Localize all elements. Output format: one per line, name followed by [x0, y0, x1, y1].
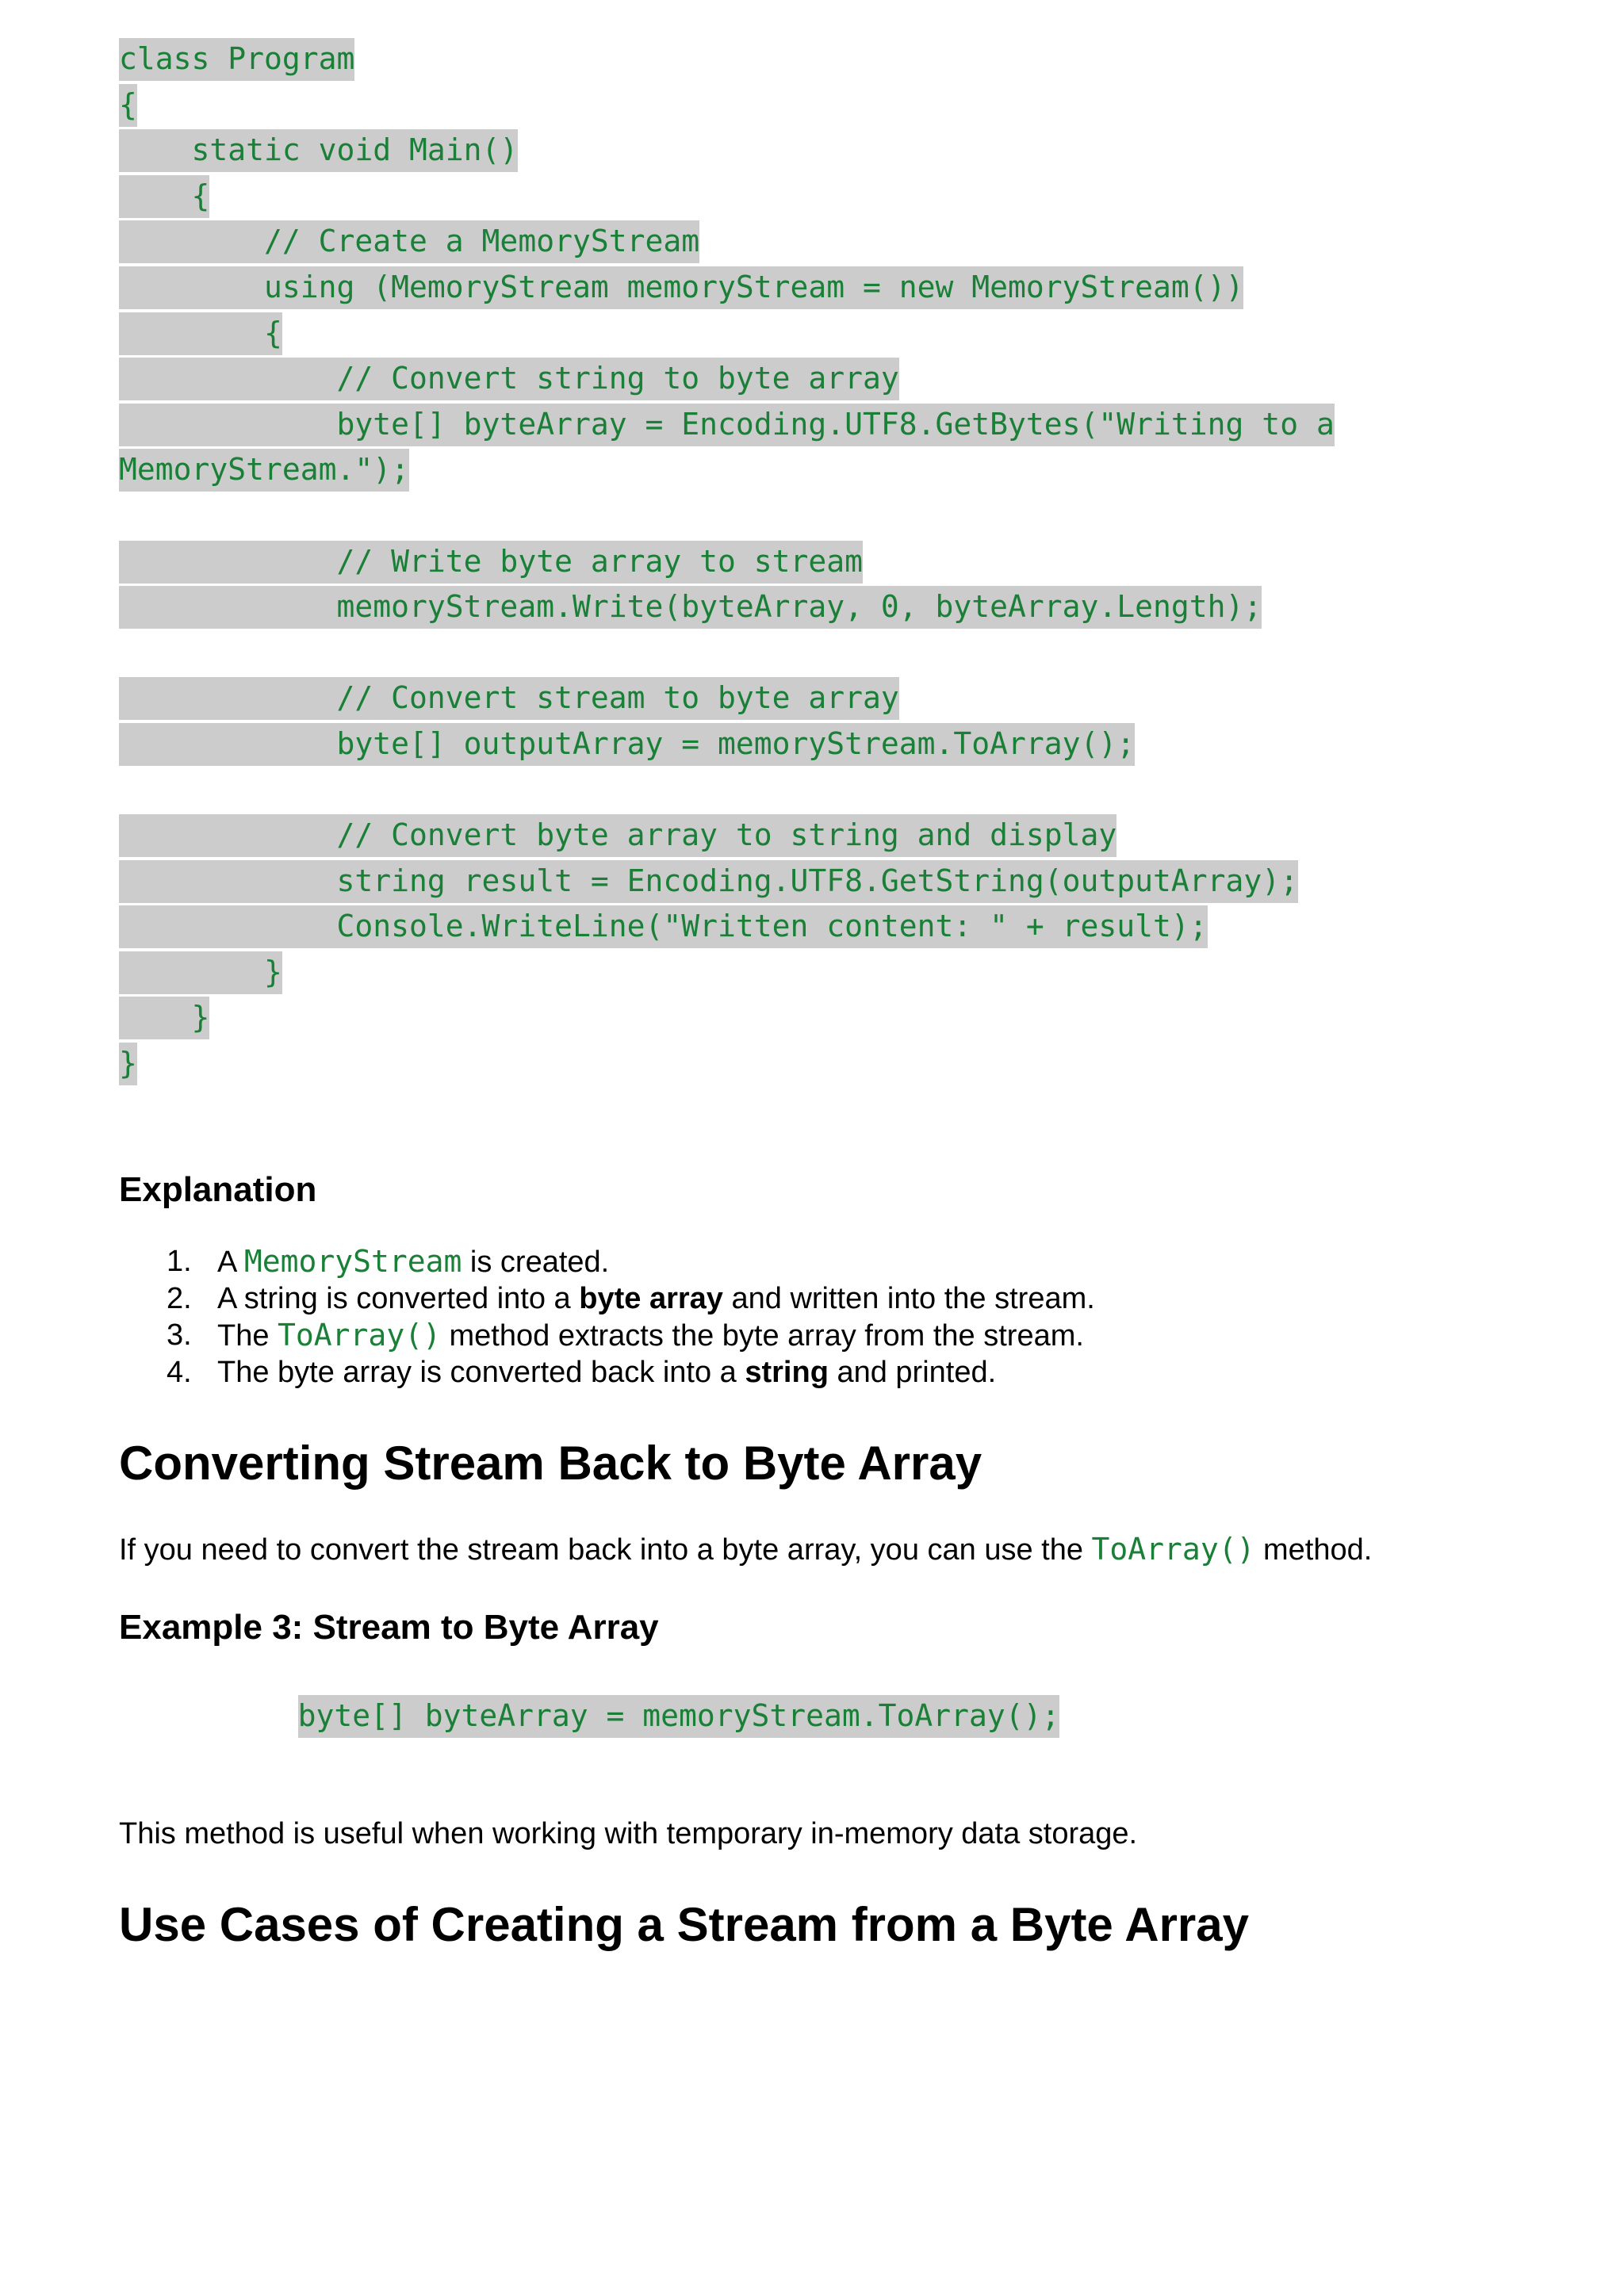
code-line: [119, 36, 1335, 82]
list-item-text: [217, 1317, 1084, 1355]
code-line-text: Console.WriteLine("Written content: " + result);: [119, 905, 1208, 948]
code-line-text: // Write byte array to stream: [119, 541, 863, 584]
code-line-text: // Convert byte array to string and display: [119, 814, 1116, 857]
section-heading-convert: Converting Stream Back to Byte Array: [119, 1437, 982, 1490]
code-line: [119, 995, 1335, 1041]
list-item-text-part: A: [217, 1246, 244, 1279]
code-line-text: byte[] outputArray = memoryStream.ToArray();: [119, 723, 1135, 766]
code-line-text: string result = Encoding.UTF8.GetString(outputArray);: [119, 860, 1298, 903]
list-item-number: 4.: [167, 1355, 192, 1389]
example3-heading: Example 3: Stream to Byte Array: [119, 1608, 659, 1647]
code-line-text: memoryStream.Write(byteArray, 0, byteArray.Length);: [119, 586, 1262, 629]
example3-followup-paragraph: This method is useful when working with temporary in-memory data storage.: [119, 1817, 1138, 1850]
code-line-text: // Create a MemoryStream: [119, 220, 699, 263]
code-line: [119, 219, 1335, 265]
paragraph-text: method.: [1254, 1533, 1373, 1567]
list-item-text: [217, 1354, 996, 1391]
list-item-text-part: A string is converted into a: [217, 1281, 580, 1315]
code-line-text: }: [119, 1043, 137, 1085]
list-item-text-part: and written into the stream.: [722, 1281, 1095, 1315]
list-item-text-part: is created.: [462, 1246, 610, 1279]
section-convert-paragraph: [119, 1530, 1372, 1569]
explanation-heading: Explanation: [119, 1170, 317, 1209]
section-heading-use-cases: Use Cases of Creating a Stream from a Byte Array: [119, 1898, 1249, 1951]
code-line: [119, 447, 1335, 493]
inline-code: ToArray(): [278, 1318, 441, 1353]
code-line-text: using (MemoryStream memoryStream = new MemoryStream()): [119, 266, 1243, 309]
code-line: [119, 539, 1335, 585]
list-item-number: 2.: [167, 1281, 192, 1315]
list-item-text: [217, 1280, 1095, 1318]
code-line: [119, 311, 1335, 357]
code-block-program: [119, 36, 1335, 1087]
code-line: [119, 356, 1335, 402]
code-line-text: // Convert string to byte array: [119, 358, 899, 400]
code-block-example3: [0, 1693, 1358, 1739]
code-line: [119, 174, 1335, 220]
list-item-number: 3.: [167, 1318, 192, 1352]
code-line: [119, 630, 1335, 676]
code-line: [119, 402, 1335, 448]
code-line: [119, 904, 1335, 950]
code-line: [119, 721, 1335, 767]
code-line-text: // Convert stream to byte array: [119, 677, 899, 720]
code-line: [119, 950, 1335, 996]
code-line: [119, 1041, 1335, 1087]
bold-text: byte array: [579, 1281, 723, 1315]
code-line-text: MemoryStream.");: [119, 449, 409, 492]
code-line: [119, 584, 1335, 630]
code-line: byte[] byteArray = memoryStream.ToArray();: [298, 1695, 1060, 1738]
code-line: [119, 813, 1335, 859]
code-line-text: byte[] byteArray = Encoding.UTF8.GetBytes("Writing to a: [119, 404, 1335, 446]
code-line-text: class Program: [119, 38, 354, 81]
list-item-text-part: The: [217, 1319, 278, 1353]
code-line-text: }: [119, 997, 209, 1039]
code-line-text: {: [119, 175, 209, 218]
list-item-number: 1.: [167, 1245, 192, 1278]
code-line: [119, 675, 1335, 721]
code-line: [119, 767, 1335, 813]
inline-code: MemoryStream: [243, 1244, 462, 1279]
code-line: [119, 265, 1335, 311]
code-line-text: {: [119, 312, 282, 355]
bold-text: string: [745, 1355, 829, 1389]
code-line-text: {: [119, 84, 137, 127]
code-line: [119, 82, 1335, 128]
list-item-text: [217, 1243, 609, 1281]
list-item-text-part: and printed.: [828, 1355, 997, 1389]
paragraph-text: If you need to convert the stream back into a byte array, you can use the: [119, 1533, 1092, 1567]
code-line: [119, 859, 1335, 905]
list-item-text-part: The byte array is converted back into a: [217, 1355, 745, 1389]
code-line-text: }: [119, 951, 282, 994]
list-item-text-part: method extracts the byte array from the stream.: [440, 1319, 1084, 1353]
inline-code: ToArray(): [1091, 1532, 1255, 1567]
code-line-text: static void Main(): [119, 129, 518, 172]
code-line: [119, 493, 1335, 539]
code-line: [119, 128, 1335, 174]
